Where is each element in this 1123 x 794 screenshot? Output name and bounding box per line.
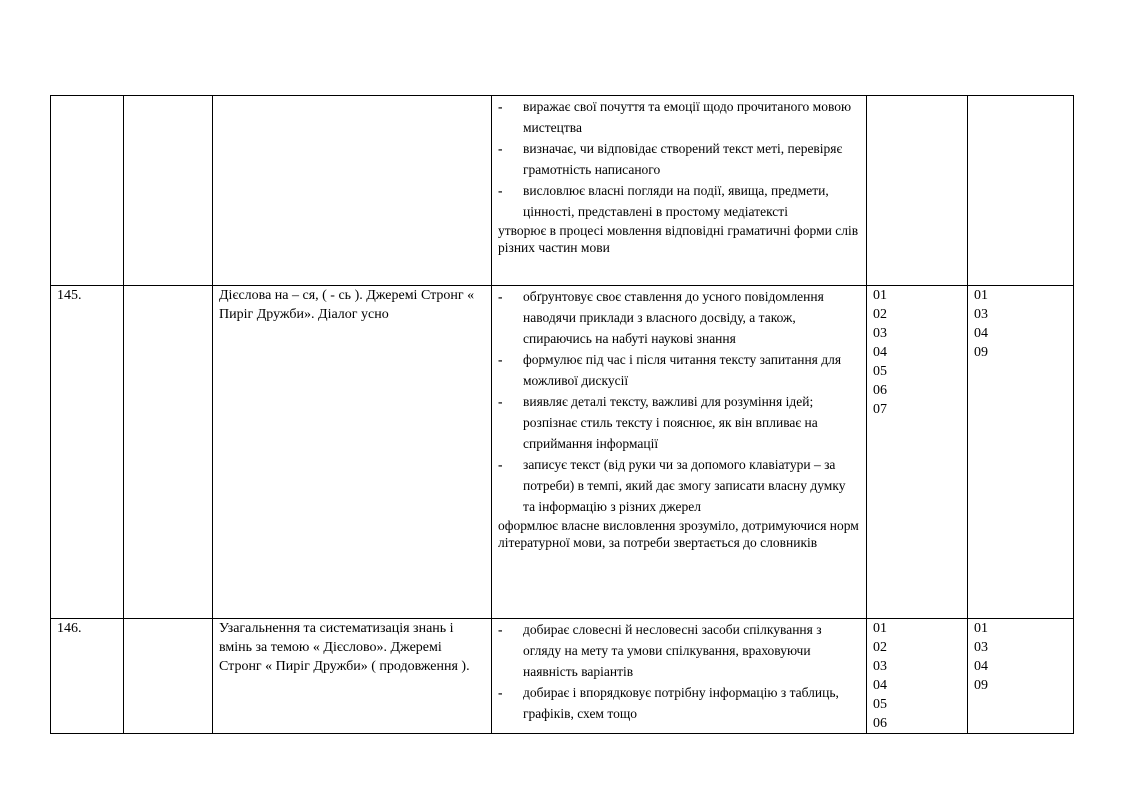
expected-results <box>492 286 867 619</box>
code-value: 01 <box>873 288 887 303</box>
lesson-hours <box>124 619 213 734</box>
code-value: 01 <box>974 288 988 303</box>
bullet-dash: - <box>498 394 503 409</box>
code-value: 05 <box>873 697 887 712</box>
bullet-dash: - <box>498 141 503 156</box>
table-body <box>51 96 1074 734</box>
skill-codes <box>968 96 1074 286</box>
lesson-plan-table <box>50 95 1074 734</box>
code-value: 05 <box>873 364 887 379</box>
lesson-hours <box>124 96 213 286</box>
result-item <box>498 682 860 724</box>
result-item <box>498 391 860 454</box>
result-plain-text: утворює в процесі мовлення відповідні граматичні форми слів різних частин мови <box>498 223 859 255</box>
result-item <box>498 619 860 682</box>
result-text: виявляє деталі тексту, важливі для розуміння ідей; розпізнає стиль тексту і пояснює, як він впливає на сприймання інформації <box>523 394 818 451</box>
code-value: 04 <box>974 659 988 674</box>
skill-codes <box>968 619 1074 734</box>
code-value: 04 <box>873 345 887 360</box>
code-value: 04 <box>974 326 988 341</box>
bullet-dash: - <box>498 289 503 304</box>
competence-codes <box>867 96 968 286</box>
code-value: 06 <box>873 383 887 398</box>
code-value: 07 <box>873 402 887 417</box>
code-value: 01 <box>974 621 988 636</box>
code-value: 09 <box>974 345 988 360</box>
code-value: 03 <box>873 659 887 674</box>
result-item <box>498 180 860 222</box>
result-text: виражає свої почуття та емоції щодо прочитаного мовою мистецтва <box>523 99 852 135</box>
bullet-dash: - <box>498 685 503 700</box>
expected-results <box>492 96 867 286</box>
result-text: висловлює власні погляди на події, явища, предмети, цінності, представлені в простому медіатексті <box>523 183 829 219</box>
lesson-topic <box>213 96 492 286</box>
code-value: 06 <box>873 716 887 731</box>
lesson-hours <box>124 286 213 619</box>
lesson-topic: Дієслова на – ся, ( - сь ). Джеремі Стронг « Пиріг Дружби». Діалог усно <box>213 286 492 619</box>
table-row <box>51 619 1074 734</box>
competence-codes <box>867 619 968 734</box>
code-value: 03 <box>873 326 887 341</box>
result-text: записує текст (від руки чи за допомого клавіатури – за потреби) в темпі, який дає змогу записати власну думку та інформацію з різних джерел <box>523 457 846 514</box>
code-value: 01 <box>873 621 887 636</box>
code-value: 03 <box>974 307 988 322</box>
result-item <box>498 286 860 349</box>
table-row <box>51 96 1074 286</box>
bullet-dash: - <box>498 183 503 198</box>
table-row <box>51 286 1074 619</box>
bullet-dash: - <box>498 457 503 472</box>
result-item <box>498 96 860 138</box>
result-text: визначає, чи відповідає створений текст меті, перевіряє грамотність написаного <box>523 141 843 177</box>
lesson-number <box>51 96 124 286</box>
results-list <box>498 619 860 724</box>
code-value: 09 <box>974 678 988 693</box>
result-text: добирає словесні й несловесні засоби спілкування з огляду на мету та умови спілкування, враховуючи наявність варіантів <box>523 622 822 679</box>
competence-codes <box>867 286 968 619</box>
result-text: добирає і впорядковує потрібну інформацію з таблиць, графіків, схем тощо <box>523 685 839 721</box>
result-item <box>498 138 860 180</box>
result-text: формулює під час і після читання тексту запитання для можливої дискусії <box>523 352 842 388</box>
result-text: обґрунтовує своє ставлення до усного повідомлення наводячи приклади з власного досвіду, а також, спираючись на набуті наукові знання <box>523 289 824 346</box>
code-value: 04 <box>873 678 887 693</box>
result-plain-text: оформлює власне висловлення зрозуміло, дотримуючися норм літературної мови, за потреби звертається до словників <box>498 518 859 550</box>
results-list <box>498 96 860 222</box>
expected-results <box>492 619 867 734</box>
code-value: 02 <box>873 640 887 655</box>
result-item <box>498 454 860 517</box>
bullet-dash: - <box>498 99 503 114</box>
skill-codes <box>968 286 1074 619</box>
lesson-topic: Узагальнення та систематизація знань і вмінь за темою « Дієслово». Джеремі Стронг « Пиріг Дружби» ( продовження ). <box>213 619 492 734</box>
result-item <box>498 349 860 391</box>
code-value: 03 <box>974 640 988 655</box>
lesson-number: 145. <box>51 286 124 619</box>
bullet-dash: - <box>498 622 503 637</box>
results-list <box>498 286 860 517</box>
code-value: 02 <box>873 307 887 322</box>
lesson-number: 146. <box>51 619 124 734</box>
bullet-dash: - <box>498 352 503 367</box>
